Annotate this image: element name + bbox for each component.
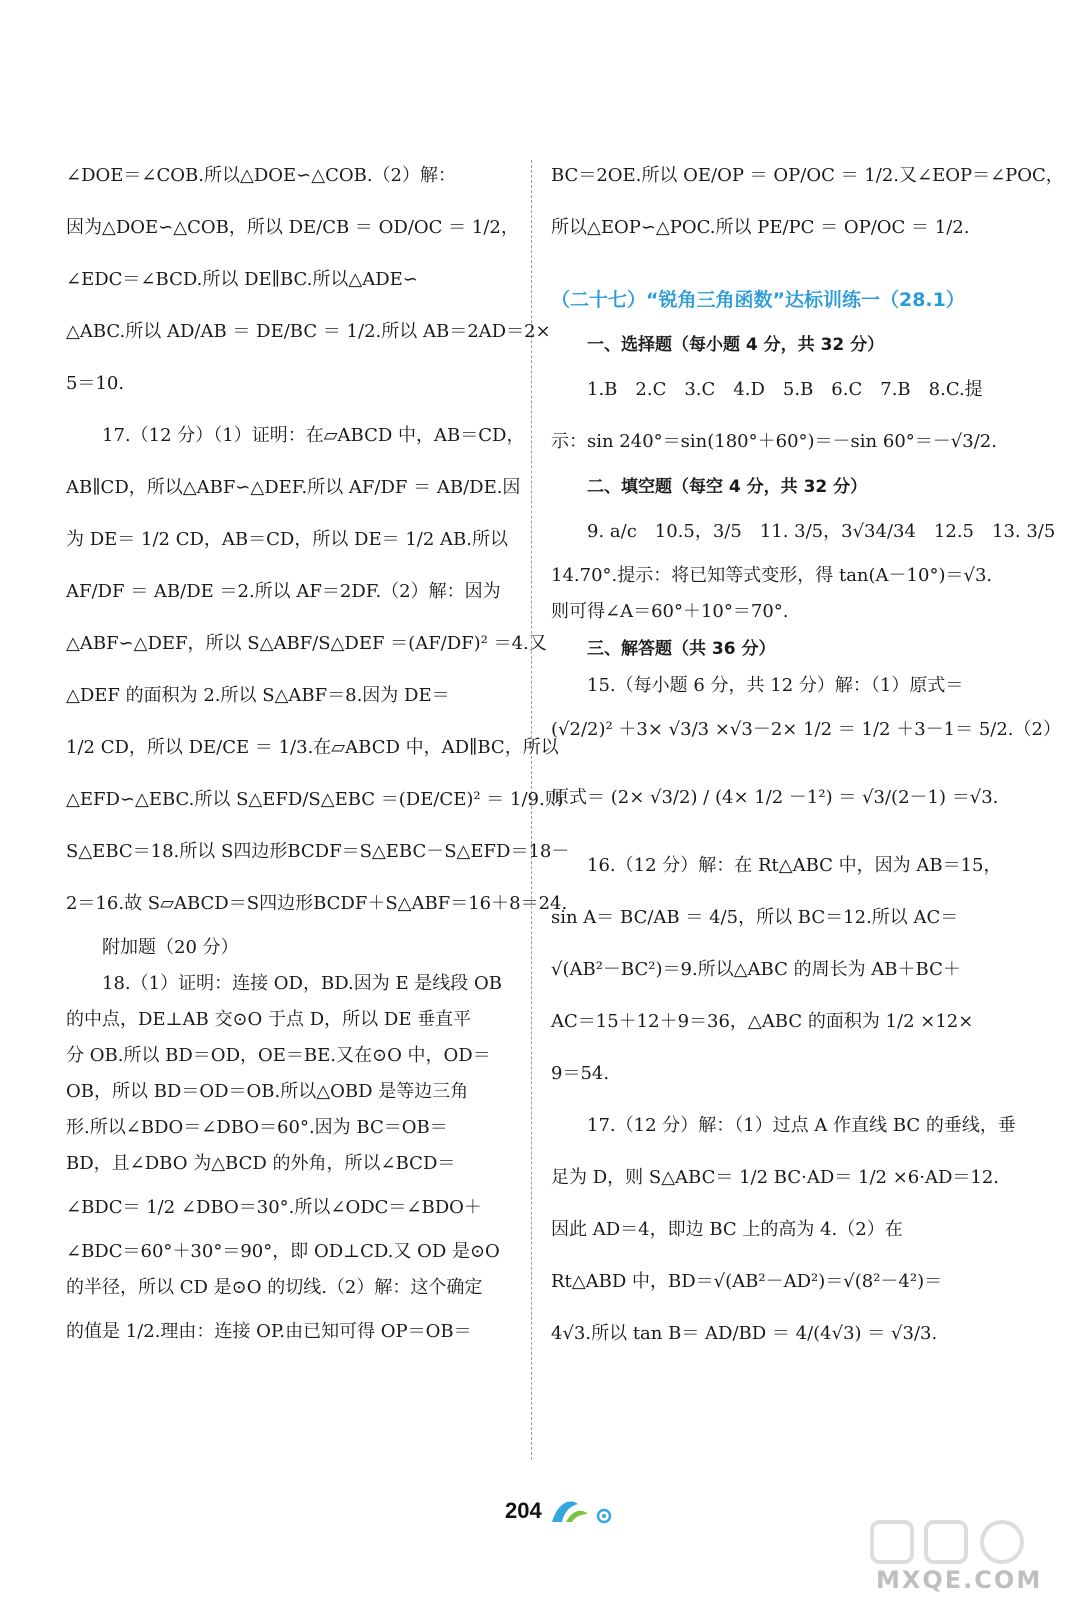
- text-line: 示：sin 240°＝sin(180°＋60°)＝－sin 60°＝－√3/2.: [551, 431, 997, 453]
- problem-18-start: 18.（1）证明：连接 OD，BD.因为 E 是线段 OB: [102, 973, 503, 995]
- text-line: 因为△DOE∽△COB，所以 DE/CB ＝ OD/OC ＝ 1/2，: [66, 217, 519, 239]
- answer-line: 1.B 2.C 3.C 4.D 5.B 6.C 7.B 8.C.提: [587, 379, 983, 401]
- section-heading-fill: 二、填空题（每空 4 分，共 32 分）: [587, 476, 868, 497]
- text-line: 所以△EOP∽△POC.所以 PE/PC ＝ OP/OC ＝ 1/2.: [551, 217, 970, 239]
- text-line: △ABC.所以 AD/AB ＝ DE/BC ＝ 1/2.所以 AB＝2AD＝2×: [66, 321, 551, 343]
- text-line: 5＝10.: [66, 373, 125, 395]
- text-line: 2＝16.故 S▱ABCD＝S四边形BCDF＋S△ABF＝16＋8＝24.: [66, 893, 568, 915]
- text-line: 分 OB.所以 BD＝OD，OE＝BE.又在⊙O 中，OD＝: [66, 1045, 491, 1067]
- problem-17-start: 17.（12 分）（1）证明：在▱ABCD 中，AB＝CD，: [102, 425, 525, 447]
- text-line: △EFD∽△EBC.所以 S△EFD/S△EBC ＝(DE/CE)² ＝ 1/9.则: [66, 789, 563, 811]
- text-line: 的半径，所以 CD 是⊙O 的切线.（2）解：这个确定: [66, 1277, 483, 1299]
- right-column: [551, 150, 1064, 1360]
- publisher-logo-icon: [548, 1496, 626, 1526]
- problem-16-start: 16.（12 分）解：在 Rt△ABC 中，因为 AB＝15，: [587, 855, 1002, 877]
- text-line: 则可得∠A＝60°＋10°＝70°.: [551, 601, 789, 623]
- text-line: S△EBC＝18.所以 S四边形BCDF＝S△EBC－S△EFD＝18－: [66, 841, 570, 863]
- section-heading-solve: 三、解答题（共 36 分）: [587, 638, 776, 659]
- text-line: 4√3.所以 tan B＝ AD/BD ＝ 4/(4√3) ＝ √3/3.: [551, 1323, 938, 1345]
- text-line: 形.所以∠BDO＝∠DBO＝60°.因为 BC＝OB＝: [66, 1117, 448, 1139]
- text-line: 因此 AD＝4，即边 BC 上的高为 4.（2）在: [551, 1219, 903, 1241]
- text-line: △DEF 的面积为 2.所以 S△ABF＝8.因为 DE＝: [66, 685, 450, 707]
- text-line: AB∥CD，所以△ABF∽△DEF.所以 AF/DF ＝ AB/DE.因: [66, 477, 521, 499]
- text-line: ∠BDC＝ 1/2 ∠DBO＝30°.所以∠ODC＝∠BDO＋: [66, 1197, 482, 1219]
- section-title: （二十七）“锐角三角函数”达标训练一（28.1）: [551, 288, 965, 311]
- text-line: △ABF∽△DEF，所以 S△ABF/S△DEF ＝(AF/DF)² ＝4.又: [66, 633, 547, 655]
- text-line: 14.70°.提示：将已知等式变形，得 tan(A－10°)＝√3.: [551, 565, 993, 587]
- text-line: 原式＝ (2× √3/2) / (4× 1/2 －1²) ＝ √3/(2－1) ＝√3.: [551, 787, 999, 809]
- text-line: 足为 D，则 S△ABC＝ 1/2 BC·AD＝ 1/2 ×6·AD＝12.: [551, 1167, 1000, 1189]
- text-line: BC＝2OE.所以 OE/OP ＝ OP/OC ＝ 1/2.又∠EOP＝∠POC，: [551, 165, 1064, 187]
- text-line: 9＝54.: [551, 1063, 610, 1085]
- text-line: ∠DOE＝∠COB.所以△DOE∽△COB.（2）解：: [66, 165, 456, 187]
- text-line: ∠BDC＝60°＋30°＝90°，即 OD⊥CD.又 OD 是⊙O: [66, 1241, 500, 1263]
- watermark-icon: [868, 1518, 1048, 1568]
- text-line: 的值是 1/2.理由：连接 OP.由已知可得 OP＝OB＝: [66, 1321, 472, 1343]
- page-number: 204: [505, 1498, 542, 1523]
- problem-15-start: 15.（每小题 6 分，共 12 分）解：（1）原式＝: [587, 675, 964, 697]
- bonus-heading: 附加题（20 分）: [102, 937, 239, 959]
- answer-line: 9. a/c 10.5，3/5 11. 3/5，3√34/34 12.5 13. 3/5: [587, 521, 1056, 543]
- text-line: √(AB²－BC²)＝9.所以△ABC 的周长为 AB＋BC＋: [551, 959, 961, 981]
- text-line: 的中点，DE⊥AB 交⊙O 于点 D，所以 DE 垂直平: [66, 1009, 472, 1031]
- text-line: Rt△ABD 中，BD＝√(AB²－AD²)＝√(8²－4²)＝: [551, 1271, 943, 1293]
- text-line: sin A＝ BC/AB ＝ 4/5，所以 BC＝12.所以 AC＝: [551, 907, 959, 929]
- text-line: AC＝15＋12＋9＝36，△ABC 的面积为 1/2 ×12×: [551, 1011, 974, 1033]
- text-line: BD，且∠DBO 为△BCD 的外角，所以∠BCD＝: [66, 1153, 456, 1175]
- text-line: OB，所以 BD＝OD＝OB.所以△OBD 是等边三角: [66, 1081, 469, 1103]
- text-line: (√2/2)² ＋3× √3/3 ×√3－2× 1/2 ＝ 1/2 ＋3－1＝ 5/2.（2）: [551, 719, 1061, 741]
- problem-17-right-start: 17.（12 分）解：（1）过点 A 作直线 BC 的垂线，垂: [587, 1115, 1016, 1137]
- text-line: AF/DF ＝ AB/DE ＝2.所以 AF＝2DF.（2）解：因为: [66, 581, 501, 603]
- left-column: [66, 150, 570, 1358]
- text-line: 1/2 CD，所以 DE/CE ＝ 1/3.在▱ABCD 中，AD∥BC，所以: [66, 737, 559, 759]
- text-line: 为 DE＝ 1/2 CD，AB＝CD，所以 DE＝ 1/2 AB.所以: [66, 529, 508, 551]
- text-line: ∠EDC＝∠BCD.所以 DE∥BC.所以△ADE∽: [66, 269, 418, 291]
- watermark-text: MXQE.COM: [876, 1566, 1043, 1594]
- section-heading-choice: 一、选择题（每小题 4 分，共 32 分）: [587, 334, 885, 355]
